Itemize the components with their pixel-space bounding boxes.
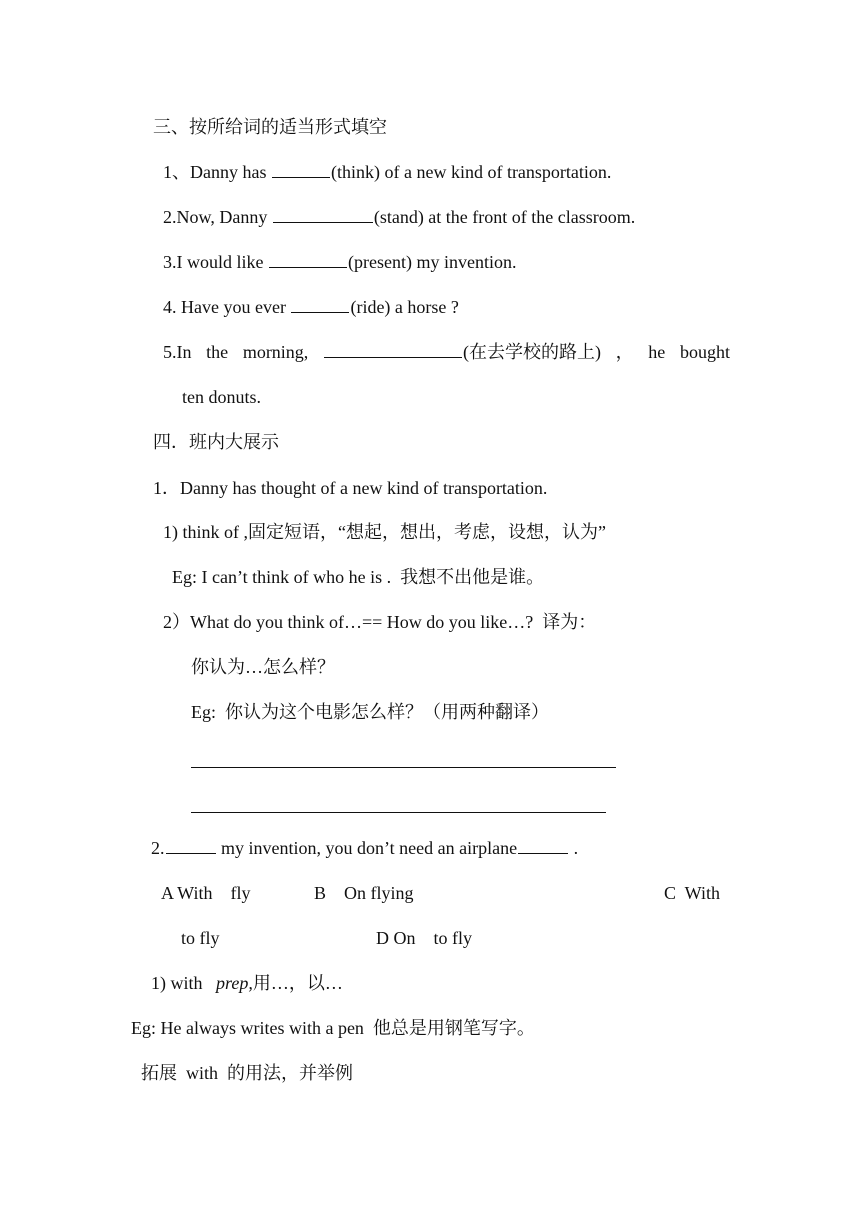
point-2-continuation: 你认为…怎么样？: [191, 657, 335, 677]
answer-line-1[interactable]: [191, 767, 616, 768]
example-2: Eg: 你认为这个电影怎么样？（用两种翻译）: [191, 702, 549, 722]
answer-blank-2[interactable]: [273, 206, 373, 223]
extension-task: 拓展 with 的用法，并举例: [141, 1063, 354, 1083]
answer-blank-1[interactable]: [272, 161, 330, 178]
option-d: D On to fly: [376, 928, 472, 948]
exercise-2: 2.Now, Danny (stand) at the front of the classroom.: [163, 207, 636, 227]
item-2-blank-1[interactable]: [166, 837, 216, 854]
section-3-heading: 三、按所给词的适当形式填空: [153, 117, 387, 137]
point-think-of: 1) think of ,固定短语，“想起，想出，考虑，设想，认为”: [163, 522, 606, 542]
exercise-5-continuation: ten donuts.: [182, 387, 261, 407]
example-1: Eg: I can’t think of who he is . 我想不出他是谁。: [172, 567, 545, 587]
exercise-3: 3.I would like (present) my invention.: [163, 252, 517, 272]
exercise-1: 1、Danny has (think) of a new kind of transportation.: [163, 162, 612, 182]
answer-blank-3[interactable]: [269, 251, 347, 268]
example-3: Eg: He always writes with a pen 他总是用钢笔写字。: [131, 1018, 535, 1038]
item-2-question: 2. my invention, you don’t need an airplane .: [151, 838, 579, 858]
option-c: C With: [664, 883, 720, 903]
option-a: A With fly: [161, 883, 251, 903]
answer-blank-4[interactable]: [291, 296, 349, 313]
option-b: B On flying: [314, 883, 414, 903]
section-4-heading: 四．班内大展示: [153, 432, 279, 452]
option-c-continuation: to fly: [181, 928, 220, 948]
answer-line-2[interactable]: [191, 812, 606, 813]
point-with: 1) with prep,用…，以…: [151, 973, 343, 993]
item-1-sentence: 1．Danny has thought of a new kind of transportation.: [153, 478, 548, 498]
exercise-5: 5.In the morning, (在去学校的路上) ， he bought: [163, 342, 730, 362]
exercise-4: 4. Have you ever (ride) a horse ?: [163, 297, 459, 317]
item-2-blank-2[interactable]: [518, 837, 568, 854]
point-what-do-you-think: 2）What do you think of…== How do you like…? 译为：: [163, 612, 597, 632]
answer-blank-5[interactable]: [324, 341, 462, 358]
